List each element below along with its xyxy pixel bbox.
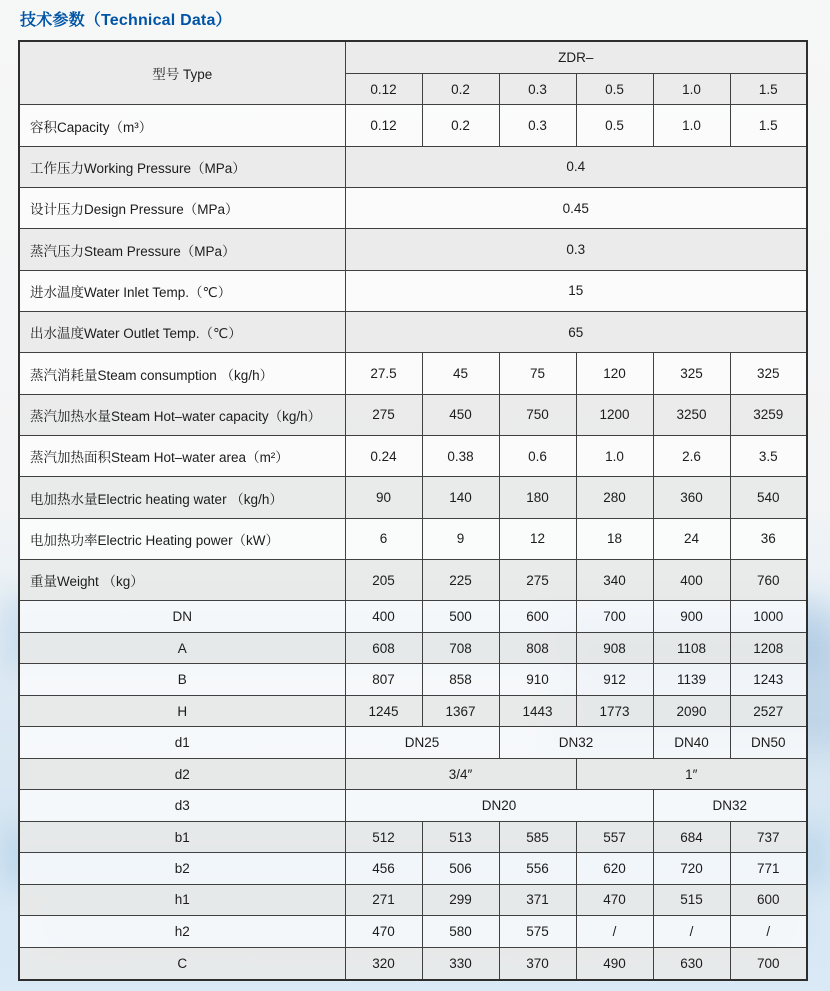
row-label: 电加热功率Electric Heating power（kW）: [19, 518, 345, 559]
table-row: [19, 353, 807, 394]
table-row: [19, 664, 807, 695]
value-cell: 0.38: [422, 436, 499, 477]
table-row: [19, 560, 807, 601]
value-cell: 513: [422, 821, 499, 852]
row-label: 电加热水量Electric heating water （kg/h）: [19, 477, 345, 518]
value-cell: DN40: [653, 727, 730, 758]
value-cell: 9: [422, 518, 499, 559]
value-cell: 1443: [499, 695, 576, 726]
table-header-row: [19, 41, 807, 73]
value-cell: DN32: [499, 727, 653, 758]
value-cell: 910: [499, 664, 576, 695]
value-cell: 340: [576, 560, 653, 601]
row-label: DN: [19, 601, 345, 632]
value-cell: 557: [576, 821, 653, 852]
value-cell: 275: [499, 560, 576, 601]
value-cell: 908: [576, 632, 653, 663]
value-cell: 0.24: [345, 436, 422, 477]
value-cell: 280: [576, 477, 653, 518]
row-label: 蒸汽加热水量Steam Hot–water capacity（kg/h）: [19, 394, 345, 435]
row-label: d3: [19, 790, 345, 821]
value-cell: 630: [653, 947, 730, 980]
value-cell: 1208: [730, 632, 807, 663]
value-cell: 500: [422, 601, 499, 632]
row-label: H: [19, 695, 345, 726]
value-cell: 36: [730, 518, 807, 559]
value-cell: 15: [345, 270, 807, 311]
value-cell: 0.3: [499, 105, 576, 146]
value-cell: 620: [576, 853, 653, 884]
value-cell: 205: [345, 560, 422, 601]
value-cell: 1367: [422, 695, 499, 726]
value-cell: 556: [499, 853, 576, 884]
value-cell: 1.0: [653, 105, 730, 146]
row-label: b1: [19, 821, 345, 852]
value-cell: 90: [345, 477, 422, 518]
value-cell: 120: [576, 353, 653, 394]
header-size-cell: 1.0: [653, 73, 730, 104]
value-cell: 400: [345, 601, 422, 632]
value-cell: 512: [345, 821, 422, 852]
value-cell: /: [730, 916, 807, 947]
value-cell: 1200: [576, 394, 653, 435]
table-row: [19, 727, 807, 758]
value-cell: 3/4″: [345, 758, 576, 789]
value-cell: 1.0: [576, 436, 653, 477]
table-row: [19, 884, 807, 915]
value-cell: 370: [499, 947, 576, 980]
row-label: 蒸汽消耗量Steam consumption （kg/h）: [19, 353, 345, 394]
value-cell: 0.4: [345, 146, 807, 187]
value-cell: 737: [730, 821, 807, 852]
value-cell: 0.6: [499, 436, 576, 477]
header-type-cell: 型号 Type: [19, 41, 345, 105]
row-label: B: [19, 664, 345, 695]
value-cell: /: [576, 916, 653, 947]
value-cell: 540: [730, 477, 807, 518]
value-cell: 515: [653, 884, 730, 915]
value-cell: 771: [730, 853, 807, 884]
value-cell: 12: [499, 518, 576, 559]
value-cell: 700: [576, 601, 653, 632]
value-cell: 275: [345, 394, 422, 435]
value-cell: 912: [576, 664, 653, 695]
table-row: [19, 394, 807, 435]
value-cell: 600: [499, 601, 576, 632]
row-label: 重量Weight （kg）: [19, 560, 345, 601]
value-cell: 299: [422, 884, 499, 915]
table-row: [19, 270, 807, 311]
row-label: 蒸汽压力Steam Pressure（MPa）: [19, 229, 345, 270]
technical-data-table: [18, 40, 808, 981]
value-cell: 225: [422, 560, 499, 601]
table-row: [19, 916, 807, 947]
value-cell: 1108: [653, 632, 730, 663]
value-cell: 900: [653, 601, 730, 632]
value-cell: 750: [499, 394, 576, 435]
value-cell: 807: [345, 664, 422, 695]
value-cell: 1000: [730, 601, 807, 632]
value-cell: DN32: [653, 790, 807, 821]
header-series-cell: ZDR–: [345, 41, 807, 73]
page-title: 技术参数（Technical Data）: [20, 12, 232, 29]
row-label: 工作压力Working Pressure（MPa）: [19, 146, 345, 187]
value-cell: 585: [499, 821, 576, 852]
row-label: d2: [19, 758, 345, 789]
value-cell: 2090: [653, 695, 730, 726]
value-cell: 684: [653, 821, 730, 852]
value-cell: 490: [576, 947, 653, 980]
value-cell: 1243: [730, 664, 807, 695]
value-cell: 450: [422, 394, 499, 435]
value-cell: 600: [730, 884, 807, 915]
table-row: [19, 105, 807, 146]
value-cell: 470: [576, 884, 653, 915]
table-row: [19, 312, 807, 353]
value-cell: 45: [422, 353, 499, 394]
value-cell: 700: [730, 947, 807, 980]
value-cell: 24: [653, 518, 730, 559]
row-label: 出水温度Water Outlet Temp.（℃）: [19, 312, 345, 353]
value-cell: 1″: [576, 758, 807, 789]
value-cell: 1773: [576, 695, 653, 726]
value-cell: 3.5: [730, 436, 807, 477]
value-cell: 371: [499, 884, 576, 915]
value-cell: 400: [653, 560, 730, 601]
table-row: [19, 821, 807, 852]
value-cell: DN20: [345, 790, 653, 821]
value-cell: 325: [653, 353, 730, 394]
value-cell: 27.5: [345, 353, 422, 394]
value-cell: 3250: [653, 394, 730, 435]
table-row: [19, 477, 807, 518]
table-row: [19, 695, 807, 726]
value-cell: 65: [345, 312, 807, 353]
table-row: [19, 146, 807, 187]
row-label: A: [19, 632, 345, 663]
value-cell: 1139: [653, 664, 730, 695]
header-size-cell: 0.5: [576, 73, 653, 104]
value-cell: 360: [653, 477, 730, 518]
value-cell: DN50: [730, 727, 807, 758]
table-row: [19, 790, 807, 821]
table-row: [19, 436, 807, 477]
row-label: h1: [19, 884, 345, 915]
value-cell: 0.3: [345, 229, 807, 270]
value-cell: 140: [422, 477, 499, 518]
row-label: 设计压力Design Pressure（MPa）: [19, 188, 345, 229]
value-cell: 580: [422, 916, 499, 947]
value-cell: 18: [576, 518, 653, 559]
table-row: [19, 758, 807, 789]
value-cell: 271: [345, 884, 422, 915]
value-cell: 0.12: [345, 105, 422, 146]
header-size-cell: 0.2: [422, 73, 499, 104]
value-cell: 180: [499, 477, 576, 518]
value-cell: 575: [499, 916, 576, 947]
value-cell: 858: [422, 664, 499, 695]
value-cell: 506: [422, 853, 499, 884]
row-label: 容积Capacity（m³）: [19, 105, 345, 146]
row-label: 蒸汽加热面积Steam Hot–water area（m²）: [19, 436, 345, 477]
value-cell: 2.6: [653, 436, 730, 477]
value-cell: 0.5: [576, 105, 653, 146]
value-cell: 760: [730, 560, 807, 601]
value-cell: 608: [345, 632, 422, 663]
value-cell: 6: [345, 518, 422, 559]
value-cell: DN25: [345, 727, 499, 758]
row-label: C: [19, 947, 345, 980]
value-cell: /: [653, 916, 730, 947]
table-row: [19, 518, 807, 559]
table-row: [19, 601, 807, 632]
row-label: h2: [19, 916, 345, 947]
value-cell: 720: [653, 853, 730, 884]
table-row: [19, 188, 807, 229]
row-label: b2: [19, 853, 345, 884]
row-label: 进水温度Water Inlet Temp.（℃）: [19, 270, 345, 311]
value-cell: 3259: [730, 394, 807, 435]
value-cell: 1245: [345, 695, 422, 726]
value-cell: 470: [345, 916, 422, 947]
value-cell: 0.45: [345, 188, 807, 229]
value-cell: 808: [499, 632, 576, 663]
table-row: [19, 947, 807, 980]
header-size-cell: 1.5: [730, 73, 807, 104]
value-cell: 75: [499, 353, 576, 394]
table-row: [19, 229, 807, 270]
table-row: [19, 853, 807, 884]
header-size-cell: 0.12: [345, 73, 422, 104]
value-cell: 708: [422, 632, 499, 663]
value-cell: 1.5: [730, 105, 807, 146]
value-cell: 325: [730, 353, 807, 394]
value-cell: 456: [345, 853, 422, 884]
value-cell: 0.2: [422, 105, 499, 146]
value-cell: 330: [422, 947, 499, 980]
header-size-cell: 0.3: [499, 73, 576, 104]
value-cell: 2527: [730, 695, 807, 726]
row-label: d1: [19, 727, 345, 758]
value-cell: 320: [345, 947, 422, 980]
table-row: [19, 632, 807, 663]
